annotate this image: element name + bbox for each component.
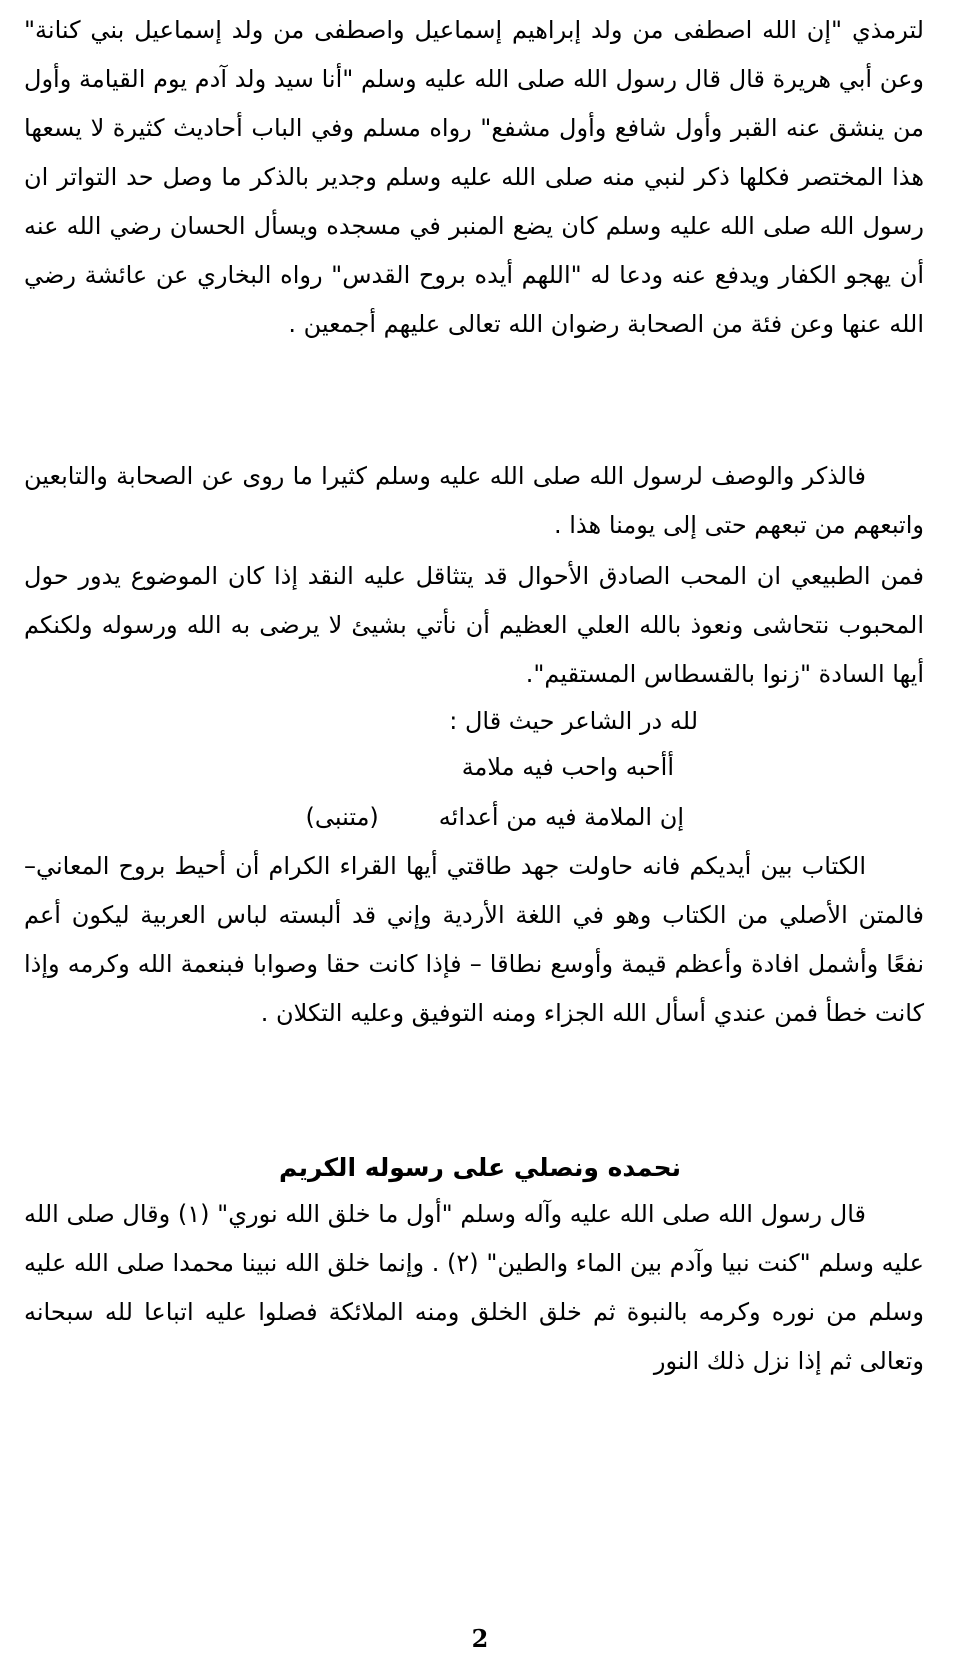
page-number: 2 [471, 1624, 489, 1653]
poem-line-2-text: إن الملامة فيه من أعدائه [438, 803, 684, 831]
poem-attribution: (متنبى) [305, 803, 379, 831]
paragraph-translator-note: الكتاب بين أيديكم فانه حاولت جهد طاقتي أيها القراء الكرام أن أحيط بروح المعاني– فالمتن الأصلي من الكتاب وهو في اللغة الأردية وإني قد ألبسته لباس العربية ليكون أعم نفعًا وأشمل افادة وأعظم قيمة وأوسع نطاقا – فإذا كانت حقا وصوابا فبنعمة الله وكرمه وإذا كانت خطأ فمن عندي أسأل الله الجزاء ومنه التوفيق وعليه التكلان . [24, 852, 924, 1027]
poem-intro: لله در الشاعر حيث قال : [449, 707, 698, 735]
paragraph-critique: فمن الطبيعي ان المحب الصادق الأحوال قد يتثاقل عليه النقد إذا كان الموضوع يدور حول المحبوب نتحاشى ونعوذ بالله العلي العظيم أن نأتي بشيئ لا يرضى به الله ورسوله ولكنكم أيها السادة "زنوا بالقسطاس المستقيم". [24, 562, 924, 688]
paragraph-remembrance: فالذكر والوصف لرسول الله صلى الله عليه وسلم كثيرا ما روى عن الصحابة والتابعين واتبعهم من تبعهم حتى إلى يومنا هذا . [24, 462, 924, 539]
poem-line-2 [24, 793, 924, 842]
paragraph-hadith-virtues: لترمذي "إن الله اصطفى من ولد إبراهيم إسماعيل واصطفى من ولد إسماعيل بني كنانة" وعن أبي هريرة قال قال رسول الله صلى الله عليه وسلم "أنا سيد ولد آدم يوم القيامة وأول من ينشق عنه القبر وأول شافع وأول مشفع" رواه مسلم وفي الباب أحاديث كثيرة لا يسعها هذا المختصر فكلها ذكر لنبي منه صلى الله عليه وسلم وجدير بالذكر ما وصل حد التواتر ان رسول الله صلى الله عليه وسلم كان يضع المنبر في مسجده ويسأل الحسان رضي الله عنه أن يهجو الكفار ويدفع عنه ودعا له "اللهم أيده بروح القدس" رواه البخاري عن عائشة رضي الله عنها وعن فئة من الصحابة رضوان الله تعالى عليهم أجمعين . [24, 16, 924, 338]
section-heading: نحمده ونصلي على رسوله الكريم [278, 1153, 682, 1182]
paragraph-nur-hadith: قال رسول الله صلى الله عليه وآله وسلم "أول ما خلق الله نوري" (١) وقال صلى الله عليه وسلم "كنت نبيا وآدم بين الماء والطين" (٢) . وإنما خلق الله نبينا محمدا صلى الله عليه وسلم من نوره وكرمه بالنبوة ثم خلق الخلق ومنه الملائكة فصلوا عليه اتباعا لله سبحانه وتعالى ثم إذا نزل ذلك النور [24, 1200, 924, 1375]
poem-line-1: أأحبه واحب فيه ملامة [461, 753, 674, 781]
